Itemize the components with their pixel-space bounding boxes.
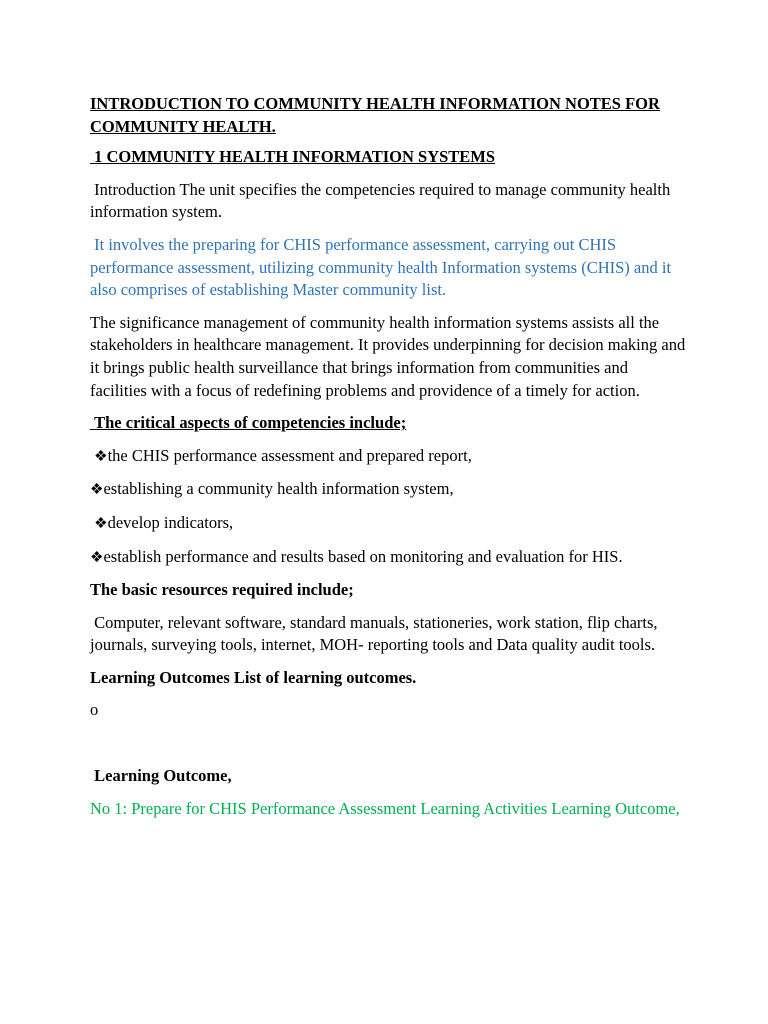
bullet-item: [90, 512, 688, 536]
bullet-text: the CHIS performance assessment and prepared report,: [107, 445, 472, 465]
blank-line: [90, 732, 688, 765]
section-heading: 1 COMMUNITY HEALTH INFORMATION SYSTEMS: [90, 147, 496, 167]
bullet-item: [90, 546, 688, 570]
learning-outcome-label: Learning Outcome,: [90, 766, 232, 786]
significance-paragraph: The significance management of community health information systems assists all the stakeholders in healthcare management. It provides underpinning for decision making and it brings public health surveillance that brings information from communities and facilities with a focus of redefining problems and providence of a timely for action.: [90, 312, 686, 400]
diamond-bullet-icon: ❖: [90, 482, 104, 499]
diamond-bullet-icon: ❖: [90, 549, 104, 566]
bullet-text: establishing a community health information system,: [103, 479, 454, 499]
resources-heading: The basic resources required include;: [90, 580, 354, 600]
bullet-text: develop indicators,: [107, 512, 234, 532]
learning-outcomes-heading: Learning Outcomes List of learning outcomes.: [90, 667, 417, 687]
bullet-text: establish performance and results based on monitoring and evaluation for HIS.: [103, 546, 623, 566]
learning-outcome-no1: No 1: Prepare for CHIS Performance Assessment Learning Activities Learning Outcome,: [90, 798, 680, 818]
diamond-bullet-icon: ❖: [94, 515, 108, 532]
diamond-bullet-icon: ❖: [94, 448, 108, 465]
resources-paragraph: Computer, relevant software, standard manuals, stationeries, work station, flip charts, journals, surveying tools, internet, MOH- reporting tools and Data quality audit tools.: [90, 612, 662, 655]
bullet-item: [90, 478, 688, 502]
critical-aspects-heading: The critical aspects of competencies include;: [90, 413, 407, 433]
list-marker: o: [90, 700, 99, 720]
bullet-item: [90, 445, 688, 469]
involves-paragraph: It involves the preparing for CHIS performance assessment, carrying out CHIS performance assessment, utilizing community health Information systems (CHIS) and it also comprises of establishing Master community list.: [90, 234, 676, 300]
document-title: INTRODUCTION TO COMMUNITY HEALTH INFORMATION NOTES FOR COMMUNITY HEALTH.: [90, 94, 660, 136]
intro-paragraph: Introduction The unit specifies the competencies required to manage community health information system.: [90, 179, 675, 222]
